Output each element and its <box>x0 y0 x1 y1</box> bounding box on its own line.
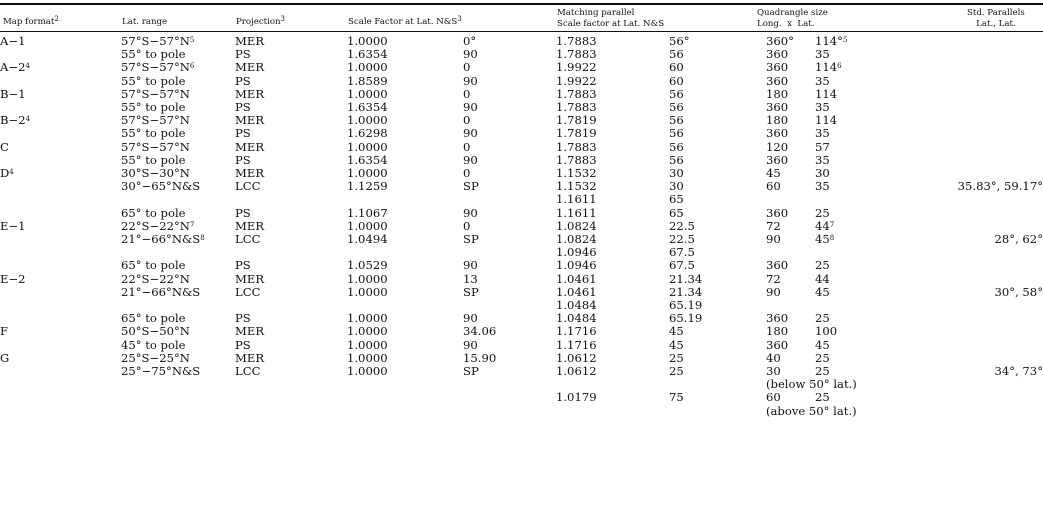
projection-cell: PS <box>235 100 251 115</box>
projection-cell: MER <box>235 271 265 286</box>
matching-scale-factor-cell: 1.9922 <box>556 73 597 88</box>
quad-lat-cell: 35 <box>815 179 830 194</box>
projection-cell: PS <box>235 205 251 220</box>
scale-factor-cell: 1.0000 <box>347 271 388 286</box>
scale-factor-cell: 1.0000 <box>347 324 388 339</box>
quad-lat-cell: 57 <box>815 139 830 154</box>
scale-lat-cell: 0° <box>463 34 477 48</box>
matching-scale-factor-cell: 1.7883 <box>556 34 597 48</box>
scale-factor-cell: 1.1259 <box>347 179 388 194</box>
matching-lat-cell: 25 <box>669 364 684 379</box>
quad-long-cell: 360 <box>766 311 789 326</box>
quad-long-cell: 360 <box>766 205 789 220</box>
lat-range-cell: $57^\circ S-57^\circ N^5$ <box>121 34 195 48</box>
std-parallels-cell: 34°, 73° <box>994 364 1043 379</box>
matching-lat-cell: 56 <box>669 100 684 115</box>
header-rule <box>0 31 1043 32</box>
quad-long-cell: 360 <box>766 337 789 352</box>
matching-lat-cell: 65 <box>669 205 684 220</box>
projection-cell: PS <box>235 152 251 167</box>
table-row <box>0 286 1043 299</box>
projection-cell: MER <box>235 34 265 48</box>
scale-factor-cell: 1.8589 <box>347 73 388 88</box>
matching-lat-cell: 56 <box>669 86 684 101</box>
scale-factor-cell: 1.6354 <box>347 47 388 62</box>
scale-lat-cell: SP <box>463 284 479 299</box>
matching-scale-factor-cell: 1.7883 <box>556 86 597 101</box>
std-parallels-cell <box>929 299 1043 312</box>
lat-range-cell: 25°S−25°N <box>121 350 190 365</box>
header-projection: Projection$^3$ <box>236 14 286 27</box>
std-parallels-cell <box>929 61 1043 74</box>
scale-lat-cell: 90 <box>463 205 478 220</box>
map-format-cell <box>0 405 121 418</box>
matching-scale-factor-cell: 1.7883 <box>556 152 597 167</box>
scale-lat-cell: 90 <box>463 47 478 62</box>
table-row <box>0 233 1043 246</box>
quad-long-cell: 60 <box>766 179 781 194</box>
matching-lat-cell: 21.34 <box>669 271 703 286</box>
quadrangle-note-cell: (above 50° lat.) <box>766 403 857 418</box>
projection-cell: PS <box>235 47 251 62</box>
scale-lat-cell: 0 <box>463 86 471 101</box>
matching-scale-factor-cell: 1.0461 <box>556 284 597 299</box>
scale-factor-cell <box>347 405 463 418</box>
quad-lat-cell <box>815 193 929 206</box>
quad-long-cell: 90 <box>766 232 781 247</box>
matching-lat-cell: 67.5 <box>669 245 695 260</box>
quad-long-cell: 60 <box>766 390 781 405</box>
scale-lat-cell: 13 <box>463 271 478 286</box>
std-parallels-cell <box>929 193 1043 206</box>
scale-factor-cell: 1.0529 <box>347 258 388 273</box>
std-parallels-cell <box>929 75 1043 88</box>
projection-cell: MER <box>235 166 265 181</box>
matching-scale-factor-cell: 1.1611 <box>556 205 597 220</box>
matching-lat-cell: 22.5 <box>669 232 695 247</box>
matching-scale-factor-cell: 1.0179 <box>556 390 597 405</box>
matching-lat-cell: 75 <box>669 390 684 405</box>
quad-lat-cell <box>815 299 929 312</box>
quad-lat-cell: 114 <box>815 86 838 101</box>
lat-range-cell: 25°−75°N&S <box>121 364 201 379</box>
projection-cell: MER <box>235 324 265 339</box>
scale-factor-cell: 1.6354 <box>347 152 388 167</box>
scale-lat-cell: 90 <box>463 152 478 167</box>
quad-lat-cell: 35 <box>815 100 830 115</box>
matching-scale-factor-cell: 1.9922 <box>556 60 597 75</box>
lat-range-cell: 65° to pole <box>121 311 186 326</box>
lat-range-cell: 30°−65°N&S <box>121 179 201 194</box>
matching-scale-factor-cell: 1.0612 <box>556 350 597 365</box>
map-format-cell <box>0 312 121 325</box>
projection-cell: PS <box>235 258 251 273</box>
header-map-format: Map format$^2$ <box>3 14 59 27</box>
scale-factor-cell <box>347 391 463 404</box>
std-parallels-cell <box>929 35 1043 48</box>
lat-range-cell: 50°S−50°N <box>121 324 190 339</box>
table-row <box>0 405 1043 418</box>
quad-long-cell: 30 <box>766 364 781 379</box>
quad-lat-cell: 35 <box>815 152 830 167</box>
map-format-cell <box>0 246 121 259</box>
matching-scale-factor-cell: 1.1532 <box>556 166 597 181</box>
lat-range-cell: 57°S−57°N <box>121 113 190 128</box>
lat-range-cell: $22^\circ S-22^\circ N^7$ <box>121 218 195 233</box>
lat-range-cell: 55° to pole <box>121 126 186 141</box>
std-parallels-cell <box>929 391 1043 404</box>
quad-lat-cell <box>815 246 929 259</box>
matching-lat-cell: 67.5 <box>669 258 695 273</box>
scale-factor-cell: 1.0000 <box>347 218 388 233</box>
quad-lat-cell: 25 <box>815 364 830 379</box>
scale-lat-cell: 0 <box>463 60 471 75</box>
scale-lat-cell: 90 <box>463 337 478 352</box>
quad-long-cell: 360 <box>766 60 789 75</box>
lat-range-cell <box>121 391 235 404</box>
quad-lat-cell: 30 <box>815 166 830 181</box>
quad-long-cell: 360 <box>766 152 789 167</box>
scale-factor-cell: 1.0000 <box>347 60 388 75</box>
matching-lat-cell: 56° <box>669 34 690 48</box>
scale-lat-cell: 0 <box>463 139 471 154</box>
std-parallels-cell: 35.83°, 59.17° <box>957 179 1043 194</box>
quad-lat-cell: 25 <box>815 311 830 326</box>
lat-range-cell: 65° to pole <box>121 258 186 273</box>
scale-factor-cell: 1.0000 <box>347 311 388 326</box>
matching-lat-cell: 45 <box>669 337 684 352</box>
std-parallels-cell: 30°, 58° <box>994 284 1043 299</box>
scale-factor-cell: 1.0000 <box>347 166 388 181</box>
matching-scale-factor-cell: 1.0946 <box>556 258 597 273</box>
lat-range-cell: $21^\circ-66^\circ N\&S^8$ <box>121 232 205 247</box>
matching-scale-factor-cell: 1.0484 <box>556 298 597 313</box>
std-parallels-cell <box>929 154 1043 167</box>
map-format-cell: E−1 <box>0 218 26 233</box>
quad-lat-cell: $45^8$ <box>815 232 835 247</box>
header-quadrangle-size: Quadrangle size Long. x Lat. <box>757 8 828 29</box>
std-parallels-cell <box>929 48 1043 61</box>
matching-scale-factor-cell: 1.7883 <box>556 47 597 62</box>
scale-factor-cell: 1.0000 <box>347 113 388 128</box>
map-format-cell: $B-2^4$ <box>0 113 31 128</box>
std-parallels-cell <box>929 127 1043 140</box>
scale-lat-cell: 0 <box>463 218 471 233</box>
matching-scale-factor-cell: 1.7819 <box>556 113 597 128</box>
matching-lat-cell: 25 <box>669 350 684 365</box>
quad-long-cell: 360° <box>766 34 794 48</box>
map-format-cell: C <box>0 139 9 154</box>
map-format-cell <box>0 299 121 312</box>
scale-lat-cell: 90 <box>463 126 478 141</box>
map-format-cell <box>0 365 121 378</box>
quad-long-cell: 90 <box>766 284 781 299</box>
quad-long-cell: 45 <box>766 166 781 181</box>
lat-range-cell: 45° to pole <box>121 337 186 352</box>
matching-scale-factor-cell: 1.7883 <box>556 139 597 154</box>
std-parallels-cell <box>929 312 1043 325</box>
quad-lat-cell: 35 <box>815 73 830 88</box>
projection-cell <box>235 378 347 391</box>
quad-long-cell: 360 <box>766 73 789 88</box>
projection-cell: MER <box>235 60 265 75</box>
map-format-cell: $A-2^4$ <box>0 60 30 75</box>
matching-scale-factor-cell: 1.0612 <box>556 364 597 379</box>
map-format-cell: F <box>0 324 9 339</box>
quad-lat-cell: 45 <box>815 337 830 352</box>
scale-lat-cell: 90 <box>463 258 478 273</box>
scale-lat-cell: 90 <box>463 100 478 115</box>
matching-scale-factor-cell: 1.1716 <box>556 337 597 352</box>
std-parallels-cell <box>929 339 1043 352</box>
std-parallels-cell <box>929 101 1043 114</box>
map-format-cell: G <box>0 350 10 365</box>
scale-lat-cell <box>463 391 556 404</box>
std-parallels-cell <box>929 325 1043 338</box>
map-format-cell <box>0 339 121 352</box>
quad-long-cell: 360 <box>766 258 789 273</box>
scale-factor-cell: 1.0000 <box>347 337 388 352</box>
matching-scale-factor-cell: 1.0484 <box>556 311 597 326</box>
map-format-cell <box>0 193 121 206</box>
quad-lat-cell: 25 <box>815 205 830 220</box>
lat-range-cell: 65° to pole <box>121 205 186 220</box>
std-parallels-cell: 28°, 62° <box>994 232 1043 247</box>
matching-lat-cell: 60 <box>669 73 684 88</box>
lat-range-cell <box>121 378 235 391</box>
matching-lat-cell: 56 <box>669 47 684 62</box>
projection-cell <box>235 405 347 418</box>
scale-factor-cell: 1.0494 <box>347 232 388 247</box>
quad-long-cell: 180 <box>766 324 789 339</box>
projection-cell: MER <box>235 350 265 365</box>
quad-long-cell: 180 <box>766 86 789 101</box>
matching-lat-cell: 30 <box>669 166 684 181</box>
std-parallels-cell <box>929 114 1043 127</box>
table-row <box>0 378 1043 391</box>
lat-range-cell: 55° to pole <box>121 73 186 88</box>
projection-cell: PS <box>235 337 251 352</box>
scale-factor-cell: 1.6354 <box>347 100 388 115</box>
map-format-cell <box>0 127 121 140</box>
map-format-cell <box>0 286 121 299</box>
quad-long-cell: 72 <box>766 218 781 233</box>
projection-cell: LCC <box>235 364 261 379</box>
scale-lat-cell: SP <box>463 179 479 194</box>
projection-cell: PS <box>235 311 251 326</box>
quad-lat-cell: $114^6$ <box>815 60 842 75</box>
quad-lat-cell: 114°$^5$ <box>815 34 848 48</box>
projection-cell <box>235 391 347 404</box>
scale-factor-cell: 1.0000 <box>347 350 388 365</box>
matching-lat-cell: 65.19 <box>669 298 703 313</box>
quad-lat-cell: 114 <box>815 113 838 128</box>
projection-cell: MER <box>235 139 265 154</box>
quad-long-cell: 120 <box>766 139 789 154</box>
scale-factor-cell: 1.0000 <box>347 284 388 299</box>
scale-factor-cell: 1.1067 <box>347 205 388 220</box>
quad-lat-cell: 45 <box>815 284 830 299</box>
std-parallels-cell <box>929 246 1043 259</box>
map-format-cell: $D^4$ <box>0 166 14 181</box>
projection-cell: LCC <box>235 179 261 194</box>
header-std-parallels: Std. Parallels Lat., Lat. <box>967 8 1025 29</box>
scale-lat-cell: 0 <box>463 113 471 128</box>
scale-lat-cell <box>463 378 556 391</box>
quad-lat-cell: 25 <box>815 390 830 405</box>
std-parallels-cell <box>929 141 1043 154</box>
matching-scale-factor-cell <box>556 405 669 418</box>
header-lat-range: Lat. range <box>122 17 168 27</box>
scale-factor-cell: 1.6298 <box>347 126 388 141</box>
lat-range-cell: 57°S−57°N <box>121 139 190 154</box>
std-parallels-cell <box>929 207 1043 220</box>
scale-lat-cell: 90 <box>463 73 478 88</box>
quad-long-cell: 40 <box>766 350 781 365</box>
quad-long-cell: 360 <box>766 126 789 141</box>
projection-cell: MER <box>235 86 265 101</box>
matching-lat-cell: 56 <box>669 126 684 141</box>
map-format-cell: A−1 <box>0 34 26 48</box>
map-format-cell <box>0 154 121 167</box>
std-parallels-cell <box>929 88 1043 101</box>
matching-lat-cell: 22.5 <box>669 218 695 233</box>
matching-lat-cell: 30 <box>669 179 684 194</box>
map-format-cell <box>0 180 121 193</box>
quad-lat-cell: 35 <box>815 47 830 62</box>
quad-lat-cell: 35 <box>815 126 830 141</box>
quad-lat-cell: 25 <box>815 350 830 365</box>
projection-cell <box>235 246 347 259</box>
lat-range-cell: 55° to pole <box>121 152 186 167</box>
quad-long-cell: 180 <box>766 113 789 128</box>
scale-factor-cell: 1.0000 <box>347 86 388 101</box>
map-format-table <box>0 35 1043 418</box>
lat-range-cell <box>121 405 235 418</box>
scale-lat-cell: 34.06 <box>463 324 497 339</box>
map-format-cell <box>0 233 121 246</box>
std-parallels-cell <box>929 405 1043 418</box>
lat-range-cell: 22°S−22°N <box>121 271 190 286</box>
matching-lat-cell: 65 <box>669 192 684 207</box>
scale-factor-cell: 1.0000 <box>347 34 388 48</box>
scale-lat-cell: 15.90 <box>463 350 497 365</box>
scale-factor-cell: 1.0000 <box>347 364 388 379</box>
projection-cell: PS <box>235 73 251 88</box>
matching-lat-cell: 21.34 <box>669 284 703 299</box>
lat-range-cell: 21°−66°N&S <box>121 284 201 299</box>
scale-lat-cell: 0 <box>463 166 471 181</box>
map-format-cell <box>0 391 121 404</box>
projection-cell <box>235 193 347 206</box>
std-parallels-cell <box>929 259 1043 272</box>
matching-scale-factor-cell: 1.0824 <box>556 218 597 233</box>
matching-lat-cell: 56 <box>669 139 684 154</box>
matching-lat-cell: 56 <box>669 113 684 128</box>
quad-lat-cell: 25 <box>815 258 830 273</box>
std-parallels-cell <box>929 378 1043 391</box>
matching-scale-factor-cell: 1.0824 <box>556 232 597 247</box>
scale-lat-cell <box>463 405 556 418</box>
scale-factor-cell <box>347 378 463 391</box>
lat-range-cell: 55° to pole <box>121 100 186 115</box>
matching-lat-cell: 60 <box>669 60 684 75</box>
matching-scale-factor-cell: 1.0946 <box>556 245 597 260</box>
table-top-rule <box>0 3 1043 5</box>
matching-scale-factor-cell: 1.1532 <box>556 179 597 194</box>
table-row <box>0 180 1043 193</box>
quad-long-cell: 360 <box>766 47 789 62</box>
header-scale-factor: Scale Factor at Lat. $N\&S^3$ <box>348 14 462 27</box>
projection-cell: PS <box>235 126 251 141</box>
projection-cell <box>235 299 347 312</box>
projection-cell: MER <box>235 113 265 128</box>
table-row <box>0 365 1043 378</box>
lat-range-cell: $57^\circ S-57^\circ N^6$ <box>121 60 195 75</box>
scale-lat-cell: SP <box>463 364 479 379</box>
matching-scale-factor-cell: 1.7819 <box>556 126 597 141</box>
quadrangle-note-cell: (below 50° lat.) <box>766 377 857 392</box>
matching-scale-factor-cell: 1.1716 <box>556 324 597 339</box>
matching-lat-cell <box>669 405 766 418</box>
matching-lat-cell: 45 <box>669 324 684 339</box>
quad-long-cell: 360 <box>766 100 789 115</box>
quad-lat-cell: 100 <box>815 324 838 339</box>
map-format-cell: B−1 <box>0 86 26 101</box>
header-matching-parallel: Matching parallel Scale factor at Lat. N&S <box>557 8 665 29</box>
matching-scale-factor-cell: 1.0461 <box>556 271 597 286</box>
scale-lat-cell: SP <box>463 232 479 247</box>
projection-cell: MER <box>235 218 265 233</box>
map-format-cell <box>0 378 121 391</box>
quad-long-cell: 72 <box>766 271 781 286</box>
lat-range-cell: 30°S−30°N <box>121 166 190 181</box>
scale-factor-cell: 1.0000 <box>347 139 388 154</box>
table-row <box>0 391 1043 404</box>
lat-range-cell: 55° to pole <box>121 47 186 62</box>
matching-scale-factor-cell: 1.1611 <box>556 192 597 207</box>
quad-lat-cell: $44^7$ <box>815 218 835 233</box>
quad-lat-cell: 44 <box>815 271 830 286</box>
scale-lat-cell: 90 <box>463 311 478 326</box>
matching-lat-cell: 56 <box>669 152 684 167</box>
projection-cell: LCC <box>235 284 261 299</box>
matching-lat-cell: 65.19 <box>669 311 703 326</box>
lat-range-cell: 57°S−57°N <box>121 86 190 101</box>
map-format-cell: E−2 <box>0 271 26 286</box>
matching-scale-factor-cell: 1.7883 <box>556 100 597 115</box>
projection-cell: LCC <box>235 232 261 247</box>
